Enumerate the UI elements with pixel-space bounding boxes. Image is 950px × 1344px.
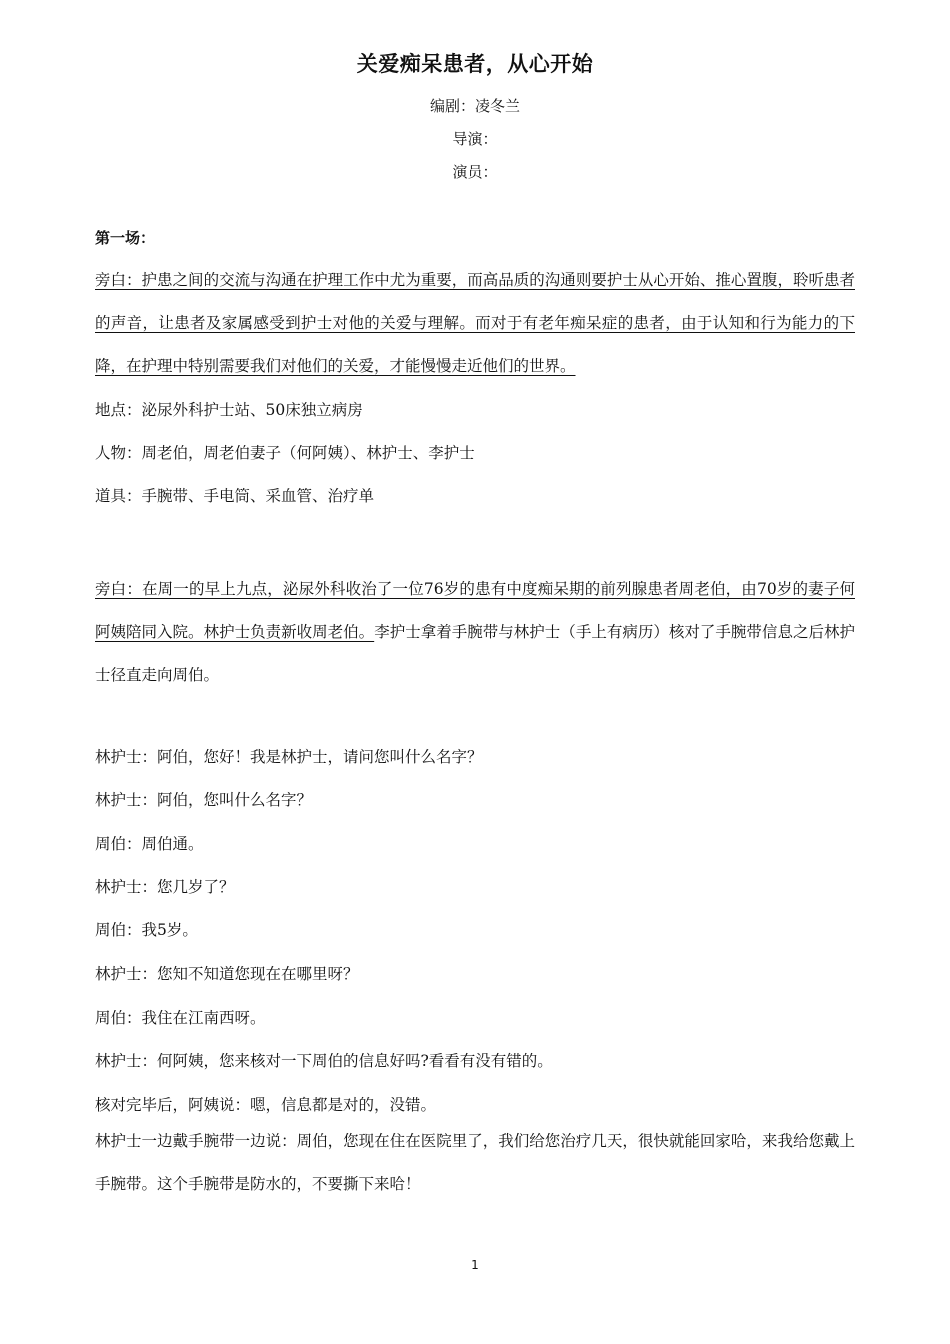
page-number: 1 [471, 1258, 479, 1272]
dialogue-line: 林护士：您知不知道您现在在哪里呀？ [95, 965, 359, 983]
narration-text-plain: 李护士拿着手腕带与林护士（手上有病历）核对了手腕带信息之后林护士径直走向周伯。 [95, 623, 855, 684]
dialogue-line: 周伯：周伯通。 [95, 835, 204, 853]
dialogue-line: 核对完毕后，阿姨说：嗯，信息都是对的，没错。 [95, 1096, 437, 1114]
props-line: 道具：手腕带、手电筒、采血管、治疗单 [95, 487, 375, 505]
narration-text-underlined: 旁白：在周一的早上九点，泌尿外科收治了一位76岁的患有中度痴呆期的前列腺患者周老伯，由70岁的妻子何阿姨陪同入院。林护士负责新收周老伯。 [95, 580, 855, 641]
dialogue-line: 周伯：我5岁。 [95, 921, 198, 939]
dialogue-line: 林护士：阿伯，您好！我是林护士，请问您叫什么名字？ [95, 748, 483, 766]
cast-credit: 演员： [452, 163, 498, 181]
screenwriter-credit: 编剧：凌冬兰 [429, 97, 520, 115]
dialogue-line: 林护士：何阿姨，您来核对一下周伯的信息好吗?看看有没有错的。 [95, 1052, 553, 1070]
dialogue-line: 林护士：阿伯，您叫什么名字？ [95, 791, 313, 809]
dialogue-line: 林护士：您几岁了？ [95, 878, 235, 896]
scene-heading: 第一场： [95, 229, 156, 247]
narration-text-underlined: 旁白：护患之间的交流与沟通在护理工作中尤为重要，而高品质的沟通则要护士从心开始、推心置腹，聆听患者的声音，让患者及家属感受到护士对他的关爱与理解。而对于有老年痴呆症的患者，由于认知和行为能力的下降，在护理中特别需要我们对他们的关爱，才能慢慢走近他们的世界。 [95, 271, 855, 375]
page-title: 关爱痴呆患者，从心开始 [356, 52, 594, 76]
director-credit: 导演： [452, 130, 498, 148]
narration-paragraph-1 [95, 259, 855, 388]
final-paragraph: 林护士一边戴手腕带一边说：周伯，您现在住在医院里了，我们给您治疗几天，很快就能回家哈，来我给您戴上手腕带。这个手腕带是防水的，不要撕下来哈！ [95, 1132, 855, 1193]
narration-paragraph-2 [95, 568, 855, 697]
dialogue-line: 周伯：我住在江南西呀。 [95, 1009, 266, 1027]
location-line: 地点：泌尿外科护士站、50床独立病房 [95, 401, 363, 419]
characters-line: 人物：周老伯，周老伯妻子（何阿姨）、林护士、李护士 [95, 444, 475, 462]
